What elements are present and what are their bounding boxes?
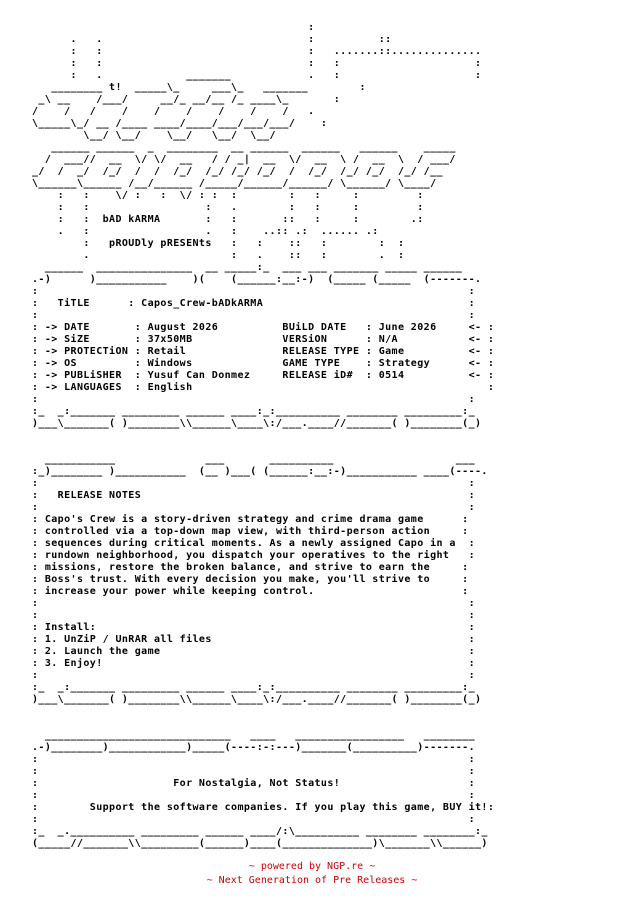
- footer-tagline: ~ Next Generation of Pre Releases ~: [206, 875, 418, 886]
- footer-powered-by: ~ powered by NGP.re ~: [248, 861, 376, 872]
- nfo-ascii-art: : . . : :: : : : .......::.............. : : : : : : . _______ . : : ________ t! _____\_ ___\_ _______ : _\ __ /___/ __/_ __/__ /_ ____\_ : / / / / / / / / / . \_____\_/ __ /____ ____/____/___/___/___/ : \__/ \__/ \__/ \__/ \__/ ______ ______ _ ________ __ ______ ______ ______ _____ / ___// __ \/ \/ __ / / _| __ \/ __ \ / __ \ / ___/ _/ / _/ /_/ / / /_/ /_/ /_/ /_/ / /_/ /_/ /_/ /_/ /__ \______\______ /__/______ /_____/______/______/ \______/ \____/ : : \/ : : \/ : : : : : : : : : : . : : : : : : bAD kARMA : : :: : : .: . : . : ..:: .: ...... .: : pROUDly pRESENts : : :: : : : . : . :: : . : ______ _______________ __ _____:_ ___ ___ _______ _____ ______ .-) )___________ )( (______:__:-) (_____ (_____ (-------. : : : TiTLE : Capos_Crew-bADkARMA : : : : -> DATE : August 2026 BUiLD DATE : June 2026 <- : : -> SiZE : 37x50MB VERSiON : N/A <- : : -> PROTECTiON : Retail RELEASE TYPE : Game <- : : -> OS : Windows GAME TYPE : Strategy <- : : -> PUBLiSHER : Yusuf Can Donmez RELEASE iD# : 0514 <- : : -> LANGUAGES : English : : : :_ _:_______ _________ ______ ____:_:__________ ________ _________:_ )___\_______( )________\\______\____\:/___.____//_______( )________(_) ___________ ___ __________ ___ :_)________ )___________ (__ )___( (______:__:-)___________ ____(----. : : : RELEASE NOTES : : : : Capo's Crew is a story-driven strategy and crime drama game : : controlled via a top-down map view, with third-person action : : sequences during critical moments. As a newly assigned Capo in a : : rundown neighborhood, you dispatch your operatives to the right : : missions, restore the broken balance, and strive to earn the : : Boss's trust. With every decision you make, you'll strive to : : increase your power while keeping control. : : : : : : Install: : : 1. UnZiP / UnRAR all files : : 2. Launch the game : : 3. Enjoy! : : : :_ _:_______ _________ ______ ____:_:__________ ________ _________:_ )___\_______( )________\\______\____\:/___.____//_______( )________(_) _____________________________ ____ _________________ ________ .-)________)____________)_____(----:-:---)_______(__________)-------. : : : : : For Nostalgia, Not Status! : : : : Support the software companies. If you play this game, BUY it!: : : :_ _.__________ _________ ______ ____/:\__________ ________ ________:_ (_____//_______\\_________(______)____(______________)\_______\\______): [32, 22, 495, 849]
